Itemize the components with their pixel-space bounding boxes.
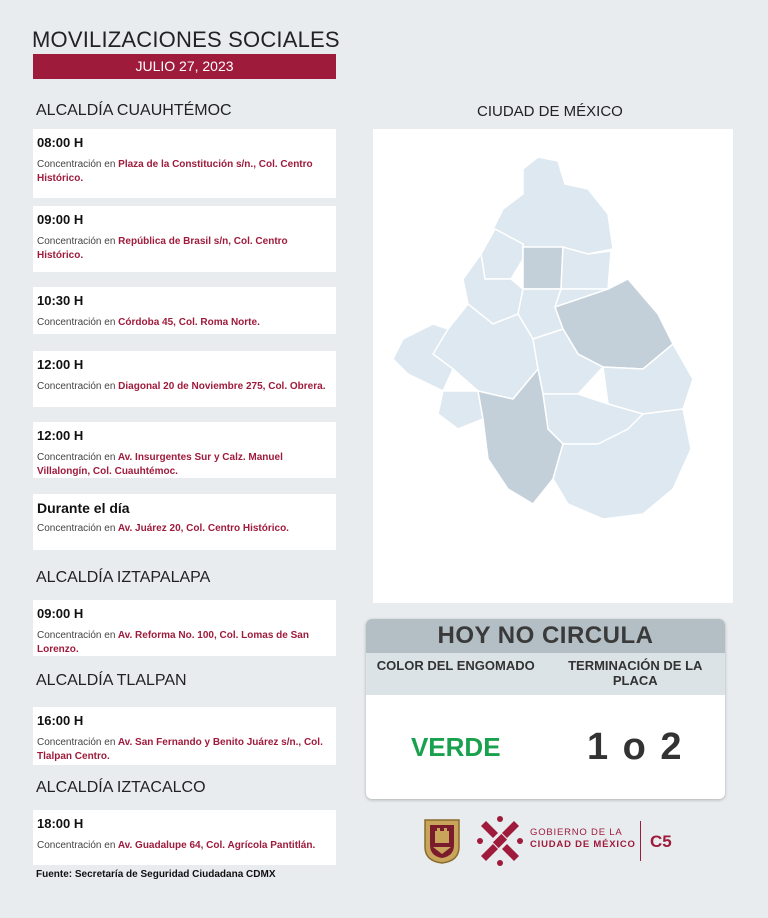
event-time: 09:00 H (37, 606, 84, 621)
event-card (33, 351, 336, 407)
hoy-no-circula-panel (366, 619, 725, 799)
cdmx-government-logo-icon (476, 815, 524, 867)
event-card (33, 206, 336, 272)
event-description: Concentración en Av. Juárez 20, Col. Centro Histórico. (37, 523, 289, 534)
engomado-header: COLOR DEL ENGOMADO (376, 658, 535, 673)
event-description: Concentración en Av. Reforma No. 100, Col. Lomas de San Lorenzo. (37, 630, 309, 655)
event-card (33, 707, 336, 765)
event-description: Concentración en Av. Guadalupe 64, Col. Agrícola Pantitlán. (37, 840, 316, 851)
event-place: Av. Insurgentes Sur y Calz. Manuel Villalongín, Col. Cuauhtémoc. (37, 452, 283, 477)
event-description: Concentración en Av. San Fernando y Benito Juárez s/n., Col. Tlalpan Centro. (37, 737, 323, 762)
section-heading-cuauhtemoc: ALCALDÍA CUAUHTÉMOC (36, 102, 232, 119)
section-heading-iztapalapa: ALCALDÍA IZTAPALAPA (36, 569, 211, 586)
event-card (33, 810, 336, 865)
event-card (33, 129, 336, 198)
gobierno-cdmx-text: GOBIERNO DE LA CIUDAD DE MÉXICO (530, 827, 636, 850)
event-place: Av. Juárez 20, Col. Centro Histórico. (117, 523, 289, 534)
event-time: 16:00 H (37, 713, 84, 728)
event-description: Concentración en Córdoba 45, Col. Roma Norte. (37, 317, 260, 328)
page-title: MOVILIZACIONES SOCIALES (32, 27, 340, 52)
date-banner: JULIO 27, 2023 (33, 54, 336, 79)
event-place: Av. Reforma No. 100, Col. Lomas de San Lorenzo. (37, 630, 309, 655)
placa-termination-value: 1 o 2 (586, 725, 684, 768)
event-time: 12:00 H (37, 357, 84, 372)
event-time: 08:00 H (37, 135, 84, 150)
source-note: Fuente: Secretaría de Seguridad Ciudadana CDMX (36, 869, 276, 880)
section-heading-tlalpan: ALCALDÍA TLALPAN (36, 672, 187, 689)
c5-logo-text: C5 (650, 832, 672, 851)
event-place: Córdoba 45, Col. Roma Norte. (118, 317, 260, 328)
event-time: 12:00 H (37, 428, 84, 443)
event-card (33, 600, 336, 656)
engomado-color-value: VERDE (410, 731, 501, 762)
event-description: Concentración en Diagonal 20 de Noviembre 275, Col. Obrera. (37, 381, 326, 392)
event-description: Concentración en República de Brasil s/n, Col. Centro Histórico. (37, 236, 288, 261)
event-place: Av. Guadalupe 64, Col. Agrícola Pantitlán. (117, 840, 316, 851)
hoy-no-circula-title: HOY NO CIRCULA (366, 619, 725, 653)
hoy-no-circula-headers (366, 653, 725, 695)
event-description: Concentración en Av. Insurgentes Sur y Calz. Manuel Villalongín, Col. Cuauhtémoc. (37, 452, 283, 477)
map-title: CIUDAD DE MÉXICO (477, 103, 623, 120)
event-place: Diagonal 20 de Noviembre 275, Col. Obrera. (118, 381, 326, 392)
event-time: 18:00 H (37, 816, 84, 831)
event-card (33, 287, 336, 334)
event-place: República de Brasil s/n, Col. Centro Histórico. (37, 236, 288, 261)
event-card (33, 422, 336, 478)
hoy-no-circula-values (366, 695, 725, 799)
event-time: 10:30 H (37, 293, 84, 308)
event-place: Plaza de la Constitución s/n., Col. Centro Histórico. (37, 159, 313, 184)
event-card (33, 494, 336, 550)
placa-header: TERMINACIÓN DE LA PLACA (568, 658, 703, 688)
footer-logos (422, 815, 722, 867)
event-description: Concentración en Plaza de la Constitución s/n., Col. Centro Histórico. (37, 159, 313, 184)
cdmx-map (373, 129, 733, 603)
cdmx-coat-of-arms-icon (422, 817, 462, 865)
event-place: Av. San Fernando y Benito Juárez s/n., Col. Tlalpan Centro. (37, 737, 323, 762)
event-time: 09:00 H (37, 212, 84, 227)
logo-divider (640, 821, 641, 861)
event-time: Durante el día (37, 500, 130, 516)
cdmx-map-graphic (373, 129, 733, 603)
section-heading-iztacalco: ALCALDÍA IZTACALCO (36, 779, 206, 796)
